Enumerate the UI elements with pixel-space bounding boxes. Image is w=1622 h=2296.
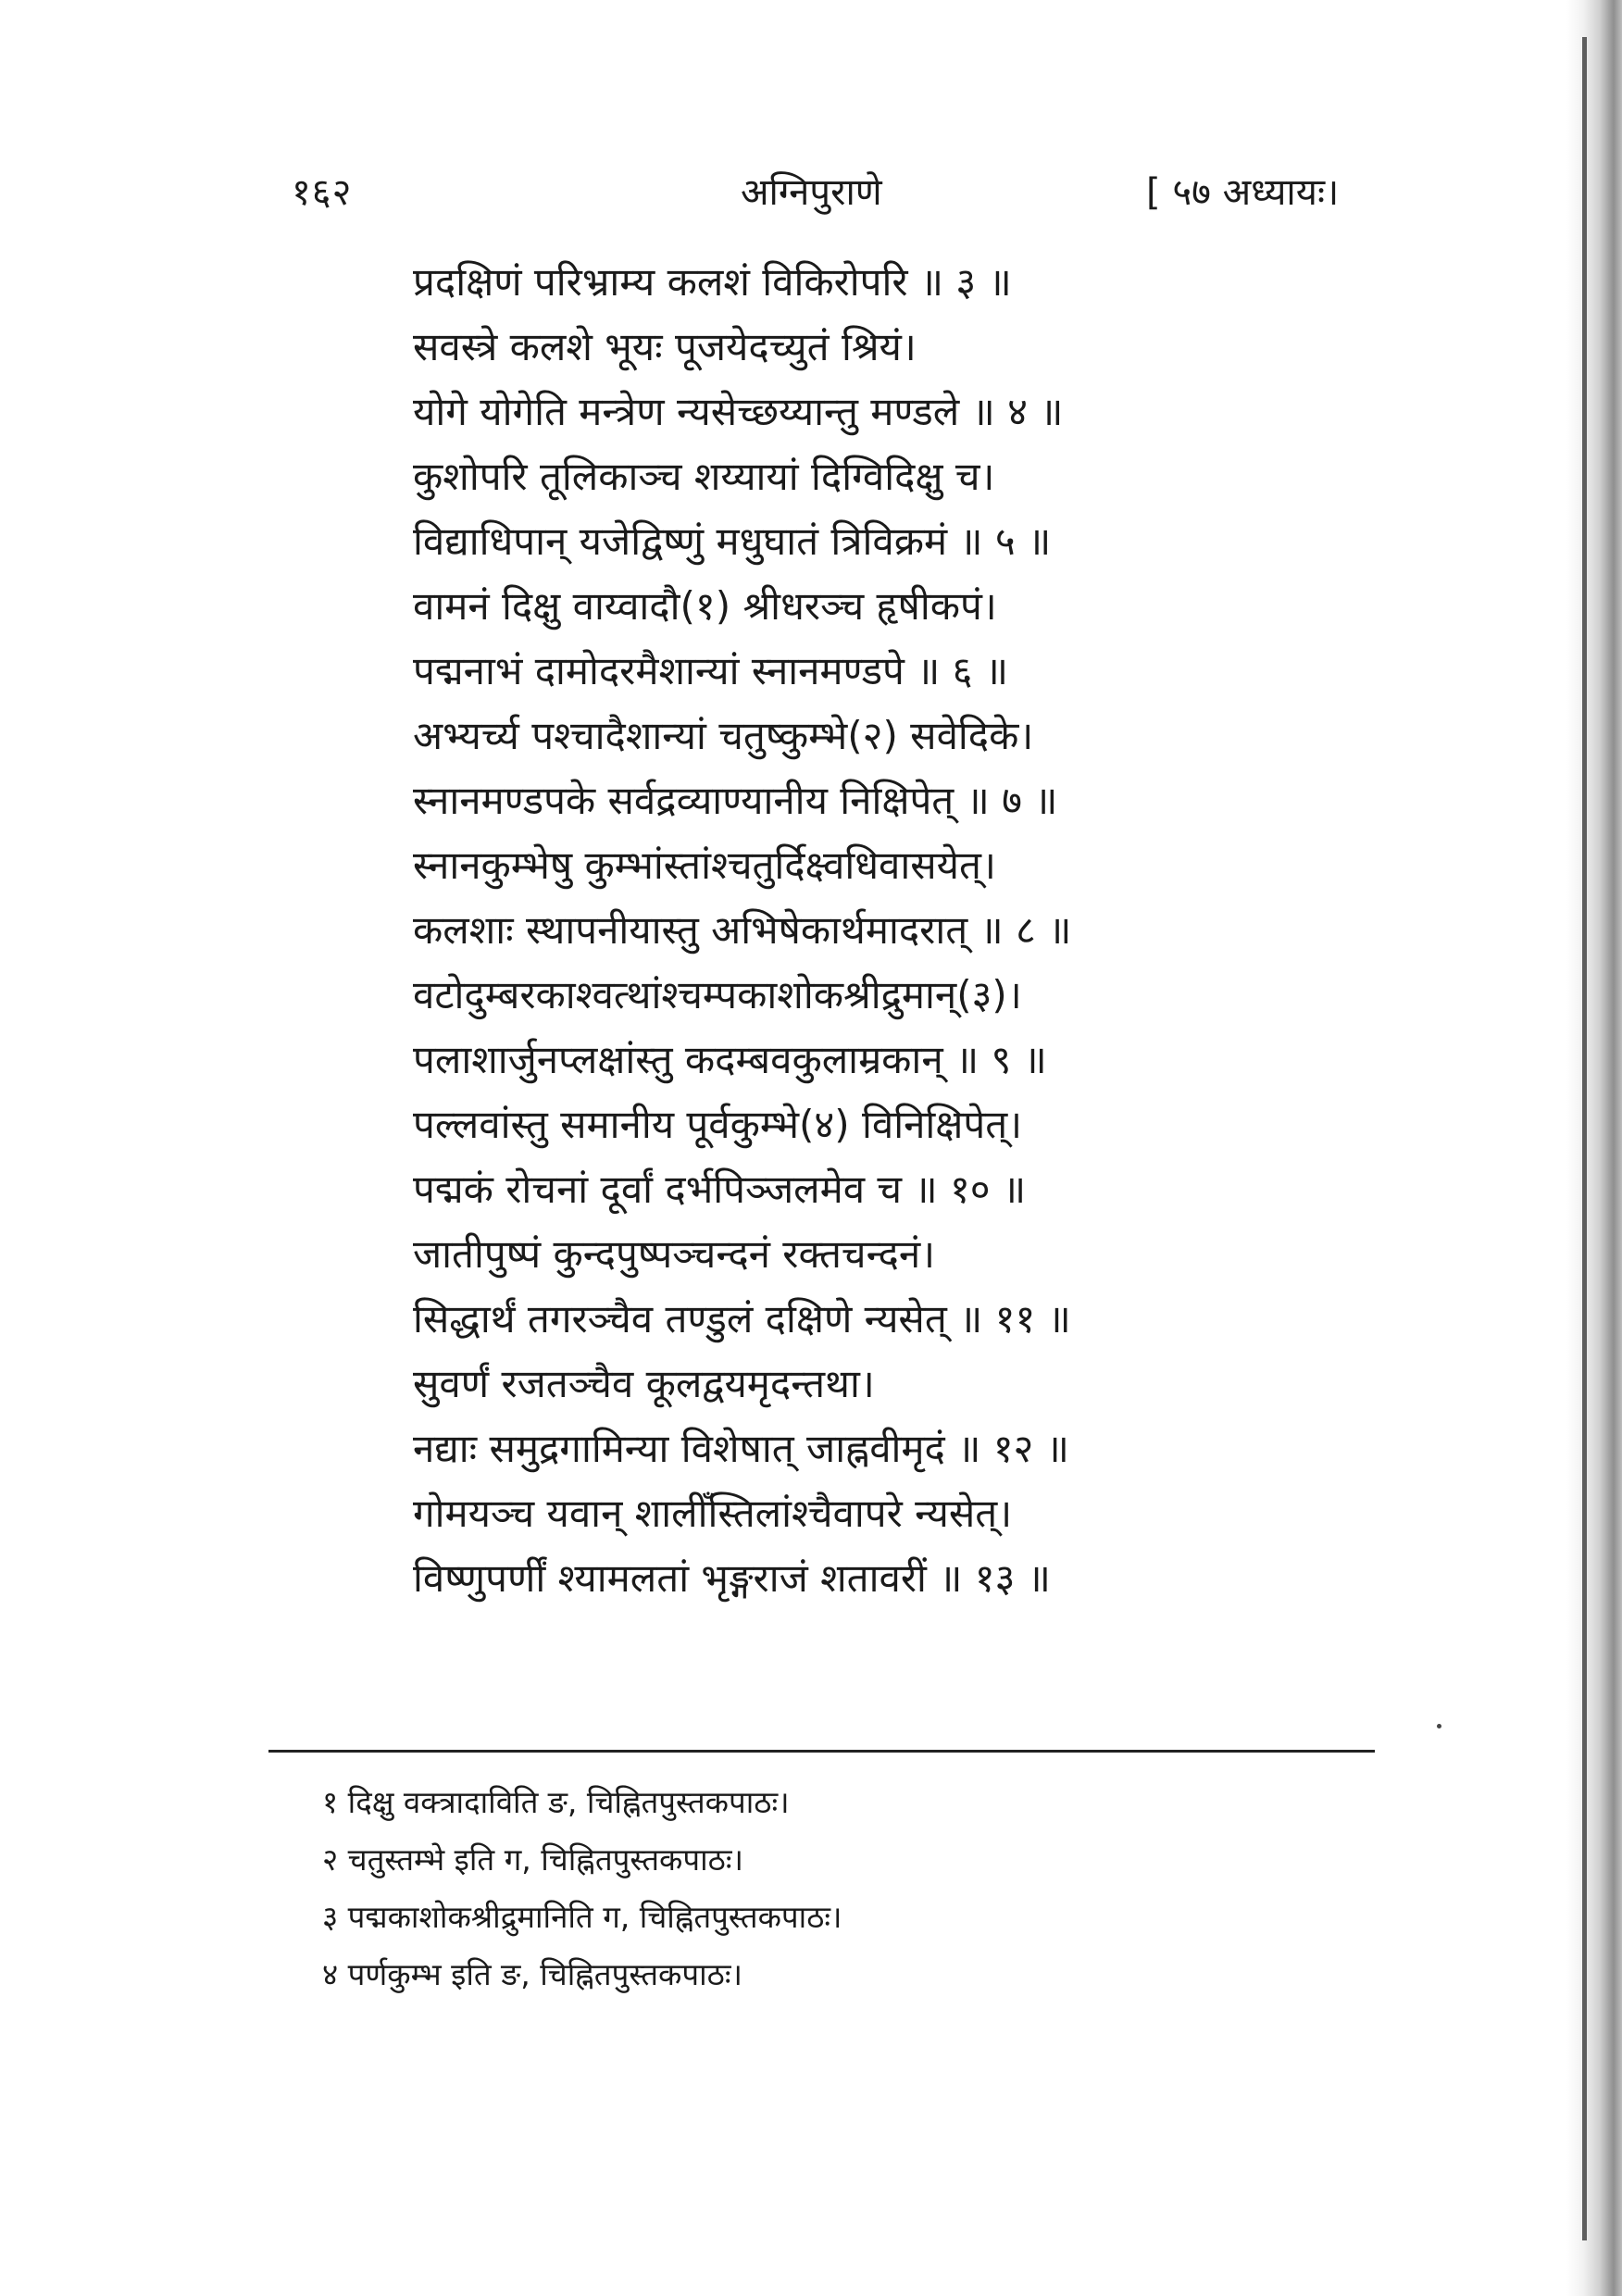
verse-line: सिद्धार्थं तगरञ्चैव तण्डुलं दक्षिणे न्यसेत् ॥ ११ ॥ — [413, 1296, 1071, 1341]
verse-line: स्नानकुम्भेषु कुम्भांस्तांश्चतुर्दिक्ष्वधिवासयेत्। — [413, 842, 996, 888]
footnote: २ चतुस्तम्भे इति ग, चिह्नितपुस्तकपाठः। — [322, 1841, 744, 1878]
scan-speck — [1437, 1724, 1441, 1728]
verse-line: स्नानमण्डपके सर्वद्रव्याण्यानीय निक्षिपेत् ॥ ७ ॥ — [413, 778, 1058, 823]
footnote-divider — [268, 1750, 1375, 1753]
verse-block — [413, 250, 1339, 1611]
footnotes — [322, 1774, 1341, 2003]
scan-page-edge — [1566, 0, 1622, 2296]
footnote: १ दिक्षु वक्त्रादाविति ङ, चिह्नितपुस्तकपाठः। — [322, 1784, 790, 1820]
verse-line: कलशाः स्थापनीयास्तु अभिषेकार्थमादरात् ॥ ८ ॥ — [413, 907, 1072, 953]
verse-line: गोमयञ्च यवान् शालीँस्तिलांश्चैवापरे न्यसेत्। — [413, 1491, 1013, 1536]
verse-line: अभ्यर्च्य पश्चादैशान्यां चतुष्कुम्भे(२) सवेदिके। — [413, 713, 1034, 758]
page-header — [0, 165, 1622, 230]
chapter-label: [ ५७ अध्यायः। — [1146, 171, 1340, 214]
verse-line: नद्याः समुद्रगामिन्या विशेषात् जाह्नवीमृदं ॥ १२ ॥ — [413, 1426, 1069, 1471]
verse-line: विष्णुपर्णीं श्यामलतां भृङ्गराजं शतावरीं ॥ १३ ॥ — [413, 1555, 1051, 1601]
verse-line: योगे योगेति मन्त्रेण न्यसेच्छय्यान्तु मण्डले ॥ ४ ॥ — [413, 389, 1064, 434]
footnote: ४ पर्णकुम्भ इति ङ, चिह्नितपुस्तकपाठः। — [322, 1956, 742, 1992]
verse-line: कुशोपरि तूलिकाञ्च शय्यायां दिग्विदिक्षु च। — [413, 454, 995, 499]
verse-line: पद्मनाभं दामोदरमैशान्यां स्नानमण्डपे ॥ ६ ॥ — [413, 648, 1009, 693]
running-title: अग्निपुराणे — [741, 171, 882, 214]
footnote: ३ पद्मकाशोकश्रीद्रुमानिति ग, चिह्नितपुस्तकपाठः। — [322, 1899, 842, 1935]
verse-line: पद्मकं रोचनां दूर्वां दर्भपिञ्जलमेव च ॥ १० ॥ — [413, 1167, 1027, 1212]
verse-line: पल्लवांस्तु समानीय पूर्वकुम्भे(४) विनिक्षिपेत्। — [413, 1102, 1023, 1147]
verse-line: पलाशार्जुनप्लक्षांस्तु कदम्बवकुलाम्रकान् ॥ ९ ॥ — [413, 1037, 1047, 1082]
verse-line: सवस्त्रे कलशे भूयः पूजयेदच्युतं श्रियं। — [413, 324, 917, 369]
verse-line: जातीपुष्पं कुन्दपुष्पञ्चन्दनं रक्तचन्दनं। — [413, 1231, 936, 1277]
verse-line: विद्याधिपान् यजेद्विष्णुं मधुघातं त्रिविक्रमं ॥ ५ ॥ — [413, 518, 1052, 564]
verse-line: सुवर्णं रजतञ्चैव कूलद्वयमृदन्तथा। — [413, 1361, 875, 1406]
verse-line: वामनं दिक्षु वाय्वादौ(१) श्रीधरञ्च हृषीकपं। — [413, 583, 997, 629]
scan-binding-shadow — [1582, 37, 1587, 2240]
verse-line: वटोदुम्बरकाश्वत्थांश्चम्पकाशोकश्रीद्रुमान्(३)। — [413, 972, 1022, 1017]
verse-line: प्रदक्षिणं परिभ्राम्य कलशं विकिरोपरि ॥ ३ ॥ — [413, 259, 1012, 305]
page-number: १६२ — [292, 171, 353, 214]
